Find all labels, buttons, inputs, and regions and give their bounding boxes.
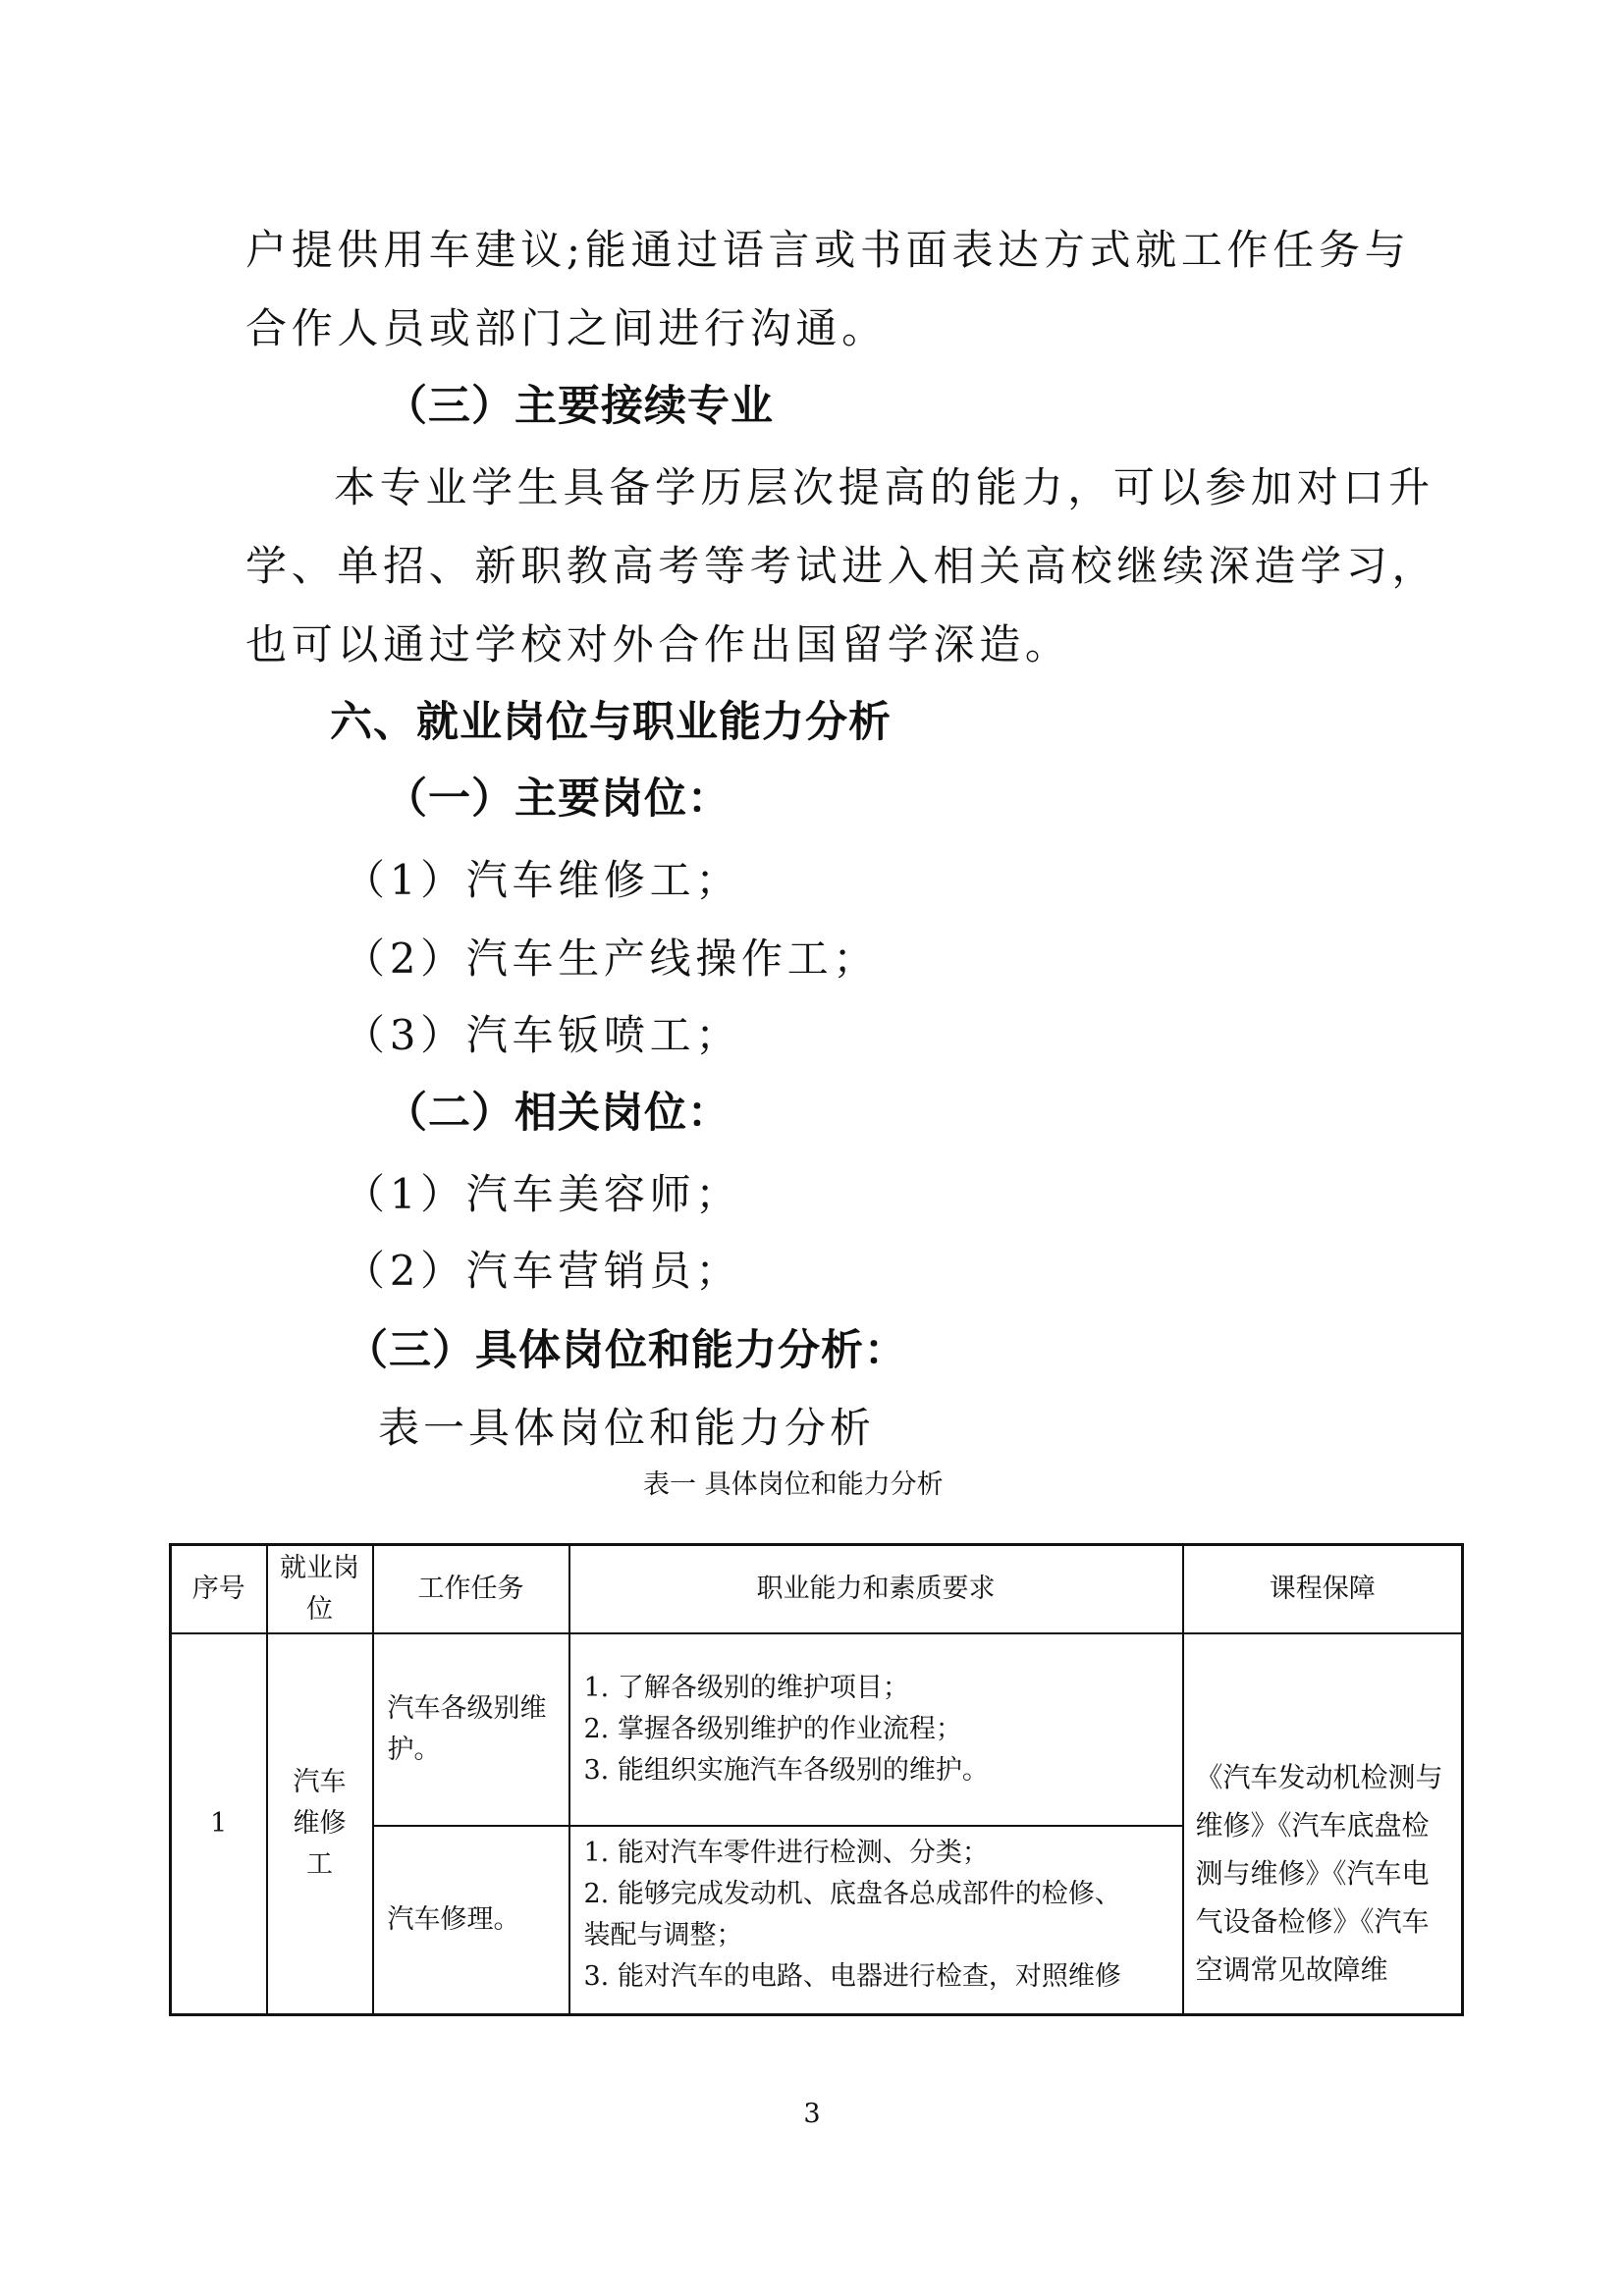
requirement-item: 3. 能组织实施汽车各级别的维护。 — [583, 1754, 989, 1786]
header-cell: 课程保障 — [1183, 1545, 1463, 1634]
requirements-cell — [569, 1633, 1183, 1826]
header-cell: 序号 — [171, 1545, 267, 1634]
header-cell: 职业能力和素质要求 — [569, 1545, 1183, 1634]
row-index-cell: 1 — [171, 1633, 267, 2014]
section-heading: （一）主要岗位： — [385, 774, 731, 824]
task-cell: 汽车各级别维护。 — [373, 1633, 569, 1826]
table-caption: 表一 具体岗位和能力分析 — [643, 1469, 944, 1500]
requirement-item: 2. 掌握各级别维护的作业流程； — [583, 1714, 962, 1745]
requirement-item: 3. 能对汽车的电路、电器进行检查，对照维修 — [583, 1960, 1121, 1992]
body-text-line: 学、单招、新职教高考等考试进入相关高校继续深造学习， — [245, 542, 1438, 590]
table-caption-large: 表一具体岗位和能力分析 — [378, 1404, 876, 1452]
post-cell: 汽车维修工 — [267, 1633, 373, 2014]
list-item: （1）汽车美容师； — [344, 1170, 742, 1218]
table-header-row — [171, 1545, 1463, 1634]
body-text-line: 也可以通过学校对外合作出国留学深造。 — [245, 620, 1071, 668]
requirement-item: 装配与调整； — [583, 1919, 743, 1950]
section-heading: （三）主要接续专业 — [385, 382, 774, 431]
requirements-cell — [569, 1826, 1183, 2014]
list-item: （2）汽车营销员； — [344, 1247, 742, 1295]
header-cell: 就业岗位 — [267, 1545, 373, 1634]
list-item: （1）汽车维修工； — [344, 856, 742, 904]
body-text-line: 本专业学生具备学历层次提高的能力，可以参加对口升 — [334, 463, 1435, 511]
body-text-line: 合作人员或部门之间进行沟通。 — [245, 304, 888, 352]
job-ability-table — [169, 1543, 1464, 2016]
requirement-item: 1. 能对汽车零件进行检测、分类； — [583, 1838, 989, 1868]
list-item: （2）汽车生产线操作工； — [344, 934, 880, 983]
section-heading: （二）相关岗位： — [385, 1089, 731, 1138]
chapter-heading: 六、就业岗位与职业能力分析 — [330, 698, 892, 747]
requirement-item: 2. 能够完成发动机、底盘各总成部件的检修、 — [583, 1878, 1121, 1909]
list-item: （3）汽车钣喷工； — [344, 1011, 742, 1059]
page-number: 3 — [803, 2099, 821, 2129]
courses-cell: 《汽车发动机检测与维修》《汽车底盘检测与维修》《汽车电气设备检修》《汽车空调常见故障维 — [1183, 1633, 1463, 2014]
header-cell: 工作任务 — [373, 1545, 569, 1634]
table-row — [171, 1633, 1463, 1826]
task-cell: 汽车修理。 — [373, 1826, 569, 2014]
body-text-line: 户提供用车建议;能通过语言或书面表达方式就工作任务与 — [245, 226, 1411, 274]
section-heading: （三）具体岗位和能力分析： — [346, 1326, 907, 1375]
requirement-item: 1. 了解各级别的维护项目； — [583, 1673, 909, 1704]
